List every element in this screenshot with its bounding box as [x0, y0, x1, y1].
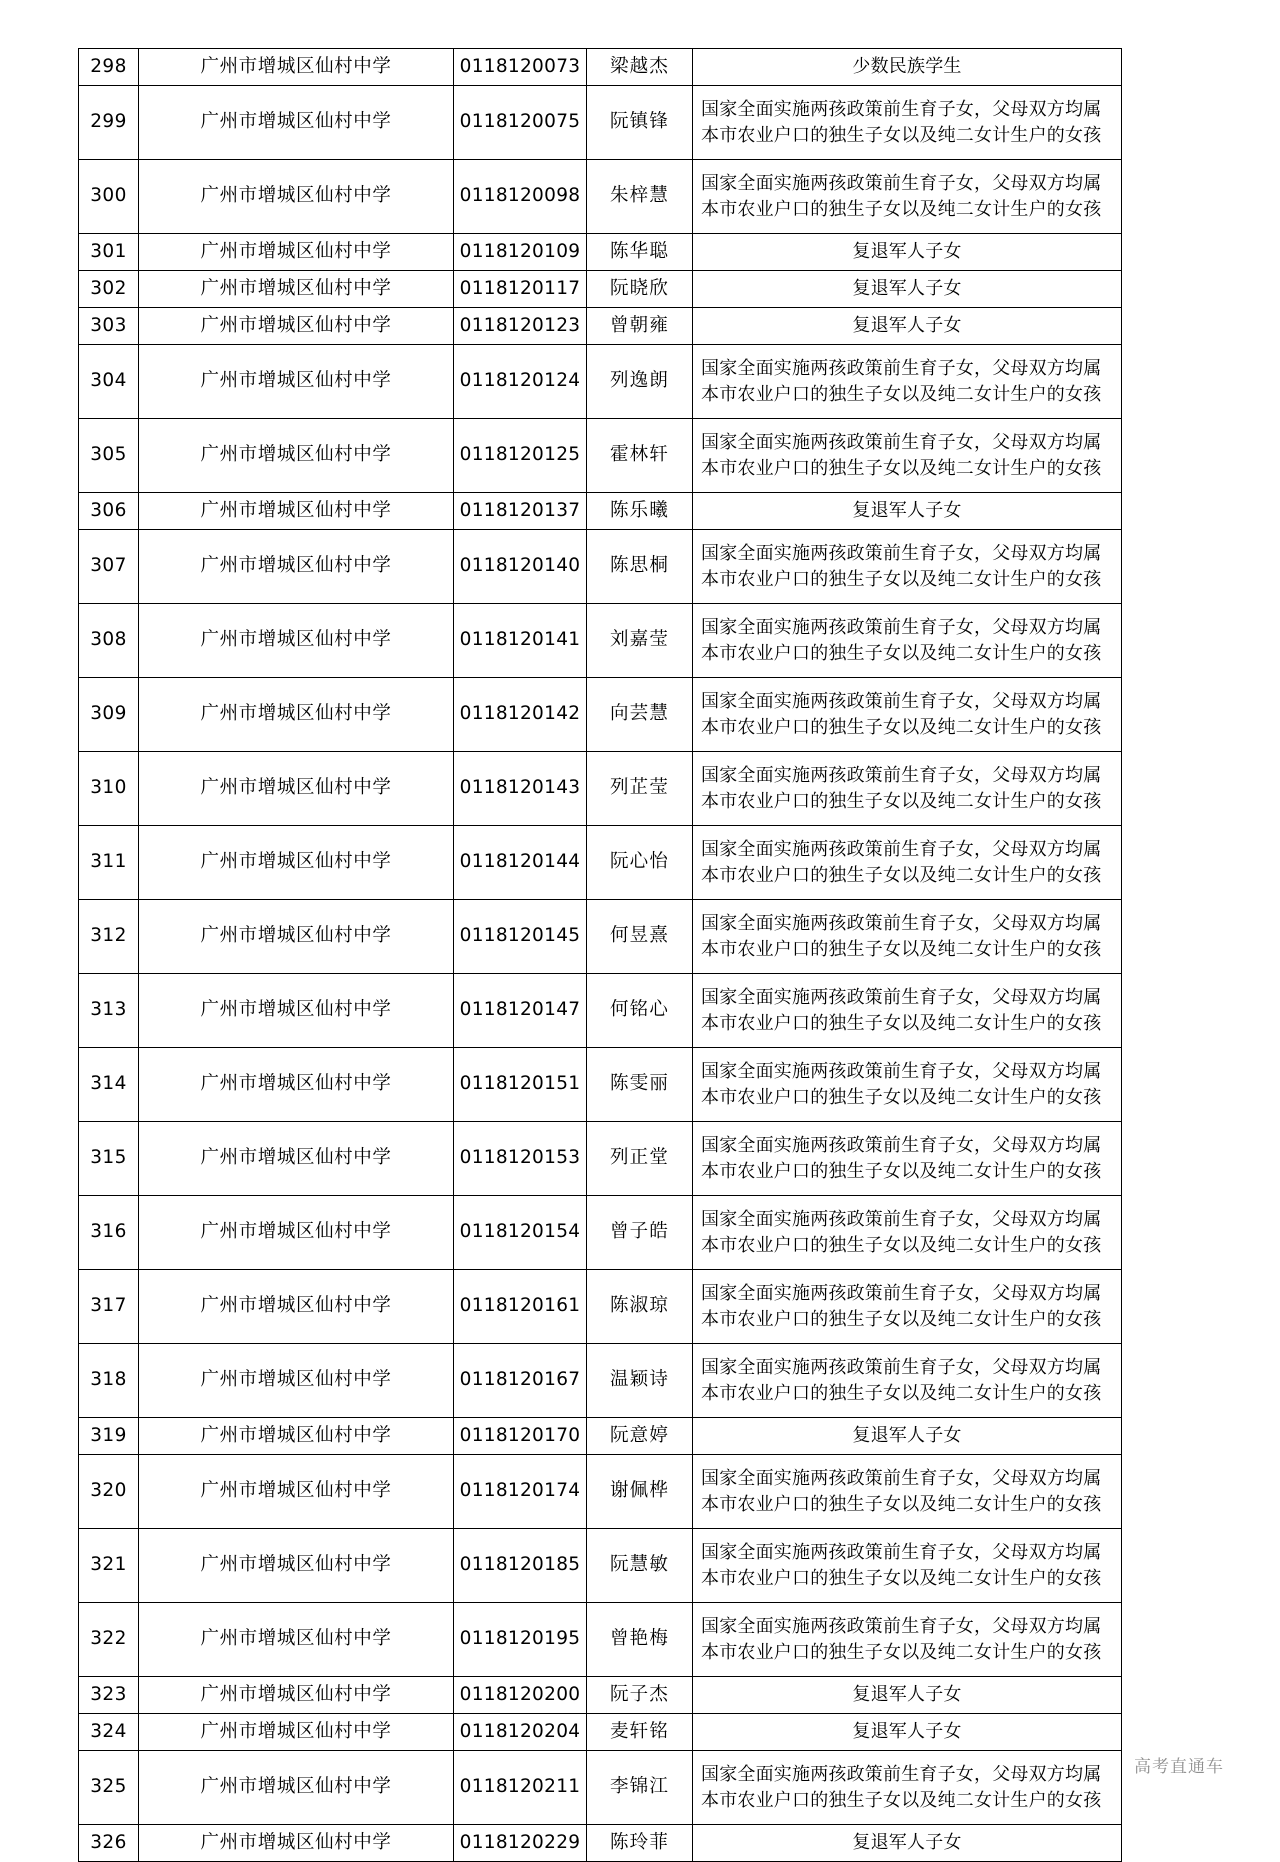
policy-text-line-1: 国家全面实施两孩政策前生育子女，父母双方均属: [701, 838, 1102, 860]
candidate-id-cell: 0118120229: [454, 1825, 587, 1862]
candidate-id-cell: 0118120153: [454, 1122, 587, 1196]
policy-category-cell: 复退军人子女: [693, 1825, 1122, 1862]
candidate-id-cell: 0118120141: [454, 604, 587, 678]
school-name-cell: 广州市增城区仙村中学: [139, 826, 454, 900]
policy-category-cell: [693, 1344, 1122, 1418]
policy-category-cell: 复退军人子女: [693, 308, 1122, 345]
policy-text-line-1: 国家全面实施两孩政策前生育子女，父母双方均属: [701, 1467, 1102, 1489]
table-row: [79, 1751, 1122, 1825]
candidate-name-cell: 陈华聪: [587, 234, 693, 271]
candidate-id-cell: 0118120137: [454, 493, 587, 530]
row-index-cell: 299: [79, 86, 139, 160]
school-name-cell: 广州市增城区仙村中学: [139, 1344, 454, 1418]
table-row: [79, 1714, 1122, 1751]
candidate-id-cell: 0118120140: [454, 530, 587, 604]
school-name-cell: 广州市增城区仙村中学: [139, 419, 454, 493]
school-name-cell: 广州市增城区仙村中学: [139, 160, 454, 234]
school-name-cell: 广州市增城区仙村中学: [139, 1196, 454, 1270]
school-name-cell: 广州市增城区仙村中学: [139, 1603, 454, 1677]
row-index-cell: 309: [79, 678, 139, 752]
table-row: [79, 900, 1122, 974]
policy-text-line-2: 本市农业户口的独生子女以及纯二女计生户的女孩: [701, 716, 1102, 738]
school-name-cell: 广州市增城区仙村中学: [139, 1270, 454, 1344]
candidate-name-cell: 陈思桐: [587, 530, 693, 604]
school-name-cell: 广州市增城区仙村中学: [139, 1677, 454, 1714]
school-name-cell: 广州市增城区仙村中学: [139, 345, 454, 419]
table-row: [79, 1048, 1122, 1122]
candidate-id-cell: 0118120144: [454, 826, 587, 900]
candidate-name-cell: 温颖诗: [587, 1344, 693, 1418]
school-name-cell: 广州市增城区仙村中学: [139, 530, 454, 604]
school-name-cell: 广州市增城区仙村中学: [139, 604, 454, 678]
school-name-cell: 广州市增城区仙村中学: [139, 1418, 454, 1455]
school-name-cell: 广州市增城区仙村中学: [139, 974, 454, 1048]
candidate-name-cell: 谢佩桦: [587, 1455, 693, 1529]
candidate-name-cell: 曾子皓: [587, 1196, 693, 1270]
row-index-cell: 322: [79, 1603, 139, 1677]
policy-text-line-1: 国家全面实施两孩政策前生育子女，父母双方均属: [701, 1615, 1102, 1637]
candidate-name-cell: 向芸慧: [587, 678, 693, 752]
table-row: [79, 308, 1122, 345]
policy-text-line-1: 国家全面实施两孩政策前生育子女，父母双方均属: [701, 1208, 1102, 1230]
candidate-id-cell: 0118120145: [454, 900, 587, 974]
candidate-id-cell: 0118120154: [454, 1196, 587, 1270]
policy-text-line-2: 本市农业户口的独生子女以及纯二女计生户的女孩: [701, 1234, 1102, 1256]
row-index-cell: 319: [79, 1418, 139, 1455]
school-name-cell: 广州市增城区仙村中学: [139, 86, 454, 160]
policy-text-line-1: 国家全面实施两孩政策前生育子女，父母双方均属: [701, 172, 1102, 194]
row-index-cell: 311: [79, 826, 139, 900]
policy-text-line-1: 国家全面实施两孩政策前生育子女，父母双方均属: [701, 1763, 1102, 1785]
policy-text-line-1: 国家全面实施两孩政策前生育子女，父母双方均属: [701, 1356, 1102, 1378]
school-name-cell: 广州市增城区仙村中学: [139, 678, 454, 752]
candidate-id-cell: 0118120142: [454, 678, 587, 752]
school-name-cell: 广州市增城区仙村中学: [139, 1529, 454, 1603]
roster-table: [78, 48, 1122, 1862]
candidate-name-cell: 曾艳梅: [587, 1603, 693, 1677]
table-row: [79, 1677, 1122, 1714]
table-row: [79, 271, 1122, 308]
row-index-cell: 312: [79, 900, 139, 974]
school-name-cell: 广州市增城区仙村中学: [139, 271, 454, 308]
school-name-cell: 广州市增城区仙村中学: [139, 234, 454, 271]
policy-text-line-2: 本市农业户口的独生子女以及纯二女计生户的女孩: [701, 1493, 1102, 1515]
table-row: [79, 604, 1122, 678]
policy-category-cell: [693, 1122, 1122, 1196]
table-row: [79, 419, 1122, 493]
table-row: [79, 1344, 1122, 1418]
table-row: [79, 1270, 1122, 1344]
policy-text-line-2: 本市农业户口的独生子女以及纯二女计生户的女孩: [701, 938, 1102, 960]
policy-text-line-1: 国家全面实施两孩政策前生育子女，父母双方均属: [701, 357, 1102, 379]
policy-category-cell: 复退军人子女: [693, 1714, 1122, 1751]
candidate-id-cell: 0118120124: [454, 345, 587, 419]
row-index-cell: 298: [79, 49, 139, 86]
candidate-name-cell: 列逸朗: [587, 345, 693, 419]
policy-text-line-2: 本市农业户口的独生子女以及纯二女计生户的女孩: [701, 864, 1102, 886]
row-index-cell: 317: [79, 1270, 139, 1344]
candidate-id-cell: 0118120109: [454, 234, 587, 271]
policy-text-line-2: 本市农业户口的独生子女以及纯二女计生户的女孩: [701, 1641, 1102, 1663]
candidate-name-cell: 阮慧敏: [587, 1529, 693, 1603]
school-name-cell: 广州市增城区仙村中学: [139, 1825, 454, 1862]
table-row: [79, 752, 1122, 826]
row-index-cell: 300: [79, 160, 139, 234]
table-row: [79, 1825, 1122, 1862]
policy-text-line-2: 本市农业户口的独生子女以及纯二女计生户的女孩: [701, 1308, 1102, 1330]
policy-text-line-1: 国家全面实施两孩政策前生育子女，父母双方均属: [701, 764, 1102, 786]
policy-category-cell: 少数民族学生: [693, 49, 1122, 86]
policy-category-cell: [693, 752, 1122, 826]
candidate-id-cell: 0118120123: [454, 308, 587, 345]
school-name-cell: 广州市增城区仙村中学: [139, 1714, 454, 1751]
candidate-name-cell: 阮镇锋: [587, 86, 693, 160]
table-row: [79, 530, 1122, 604]
candidate-id-cell: 0118120204: [454, 1714, 587, 1751]
school-name-cell: 广州市增城区仙村中学: [139, 900, 454, 974]
candidate-name-cell: 曾朝雍: [587, 308, 693, 345]
roster-table-body: [79, 49, 1122, 1862]
policy-category-cell: [693, 1751, 1122, 1825]
school-name-cell: 广州市增城区仙村中学: [139, 1751, 454, 1825]
candidate-id-cell: 0118120073: [454, 49, 587, 86]
policy-category-cell: [693, 1529, 1122, 1603]
row-index-cell: 318: [79, 1344, 139, 1418]
school-name-cell: 广州市增城区仙村中学: [139, 752, 454, 826]
policy-category-cell: [693, 1270, 1122, 1344]
policy-category-cell: [693, 160, 1122, 234]
policy-category-cell: [693, 86, 1122, 160]
policy-category-cell: 复退军人子女: [693, 234, 1122, 271]
policy-text-line-1: 国家全面实施两孩政策前生育子女，父母双方均属: [701, 912, 1102, 934]
candidate-name-cell: 阮晓欣: [587, 271, 693, 308]
row-index-cell: 315: [79, 1122, 139, 1196]
policy-text-line-1: 国家全面实施两孩政策前生育子女，父母双方均属: [701, 1282, 1102, 1304]
candidate-name-cell: 阮心怡: [587, 826, 693, 900]
policy-text-line-2: 本市农业户口的独生子女以及纯二女计生户的女孩: [701, 642, 1102, 664]
candidate-id-cell: 0118120200: [454, 1677, 587, 1714]
row-index-cell: 307: [79, 530, 139, 604]
policy-category-cell: [693, 974, 1122, 1048]
table-row: [79, 86, 1122, 160]
watermark-label: 高考直通车: [1134, 1757, 1224, 1777]
row-index-cell: 308: [79, 604, 139, 678]
row-index-cell: 325: [79, 1751, 139, 1825]
candidate-id-cell: 0118120117: [454, 271, 587, 308]
candidate-id-cell: 0118120161: [454, 1270, 587, 1344]
candidate-name-cell: 阮意婷: [587, 1418, 693, 1455]
school-name-cell: 广州市增城区仙村中学: [139, 1122, 454, 1196]
table-row: [79, 234, 1122, 271]
policy-category-cell: [693, 900, 1122, 974]
candidate-name-cell: 何铭心: [587, 974, 693, 1048]
policy-text-line-2: 本市农业户口的独生子女以及纯二女计生户的女孩: [701, 1012, 1102, 1034]
candidate-id-cell: 0118120075: [454, 86, 587, 160]
policy-category-cell: [693, 678, 1122, 752]
candidate-id-cell: 0118120143: [454, 752, 587, 826]
row-index-cell: 310: [79, 752, 139, 826]
table-row: [79, 493, 1122, 530]
row-index-cell: 313: [79, 974, 139, 1048]
table-row: [79, 974, 1122, 1048]
table-row: [79, 49, 1122, 86]
policy-category-cell: [693, 1603, 1122, 1677]
row-index-cell: 303: [79, 308, 139, 345]
candidate-name-cell: 陈淑琼: [587, 1270, 693, 1344]
policy-text-line-1: 国家全面实施两孩政策前生育子女，父母双方均属: [701, 690, 1102, 712]
policy-category-cell: 复退军人子女: [693, 1418, 1122, 1455]
table-row: [79, 160, 1122, 234]
table-row: [79, 1529, 1122, 1603]
policy-text-line-2: 本市农业户口的独生子女以及纯二女计生户的女孩: [701, 198, 1102, 220]
candidate-name-cell: 陈乐曦: [587, 493, 693, 530]
candidate-name-cell: 陈玲菲: [587, 1825, 693, 1862]
policy-text-line-2: 本市农业户口的独生子女以及纯二女计生户的女孩: [701, 1086, 1102, 1108]
table-row: [79, 678, 1122, 752]
policy-text-line-1: 国家全面实施两孩政策前生育子女，父母双方均属: [701, 1134, 1102, 1156]
table-row: [79, 826, 1122, 900]
table-row: [79, 1122, 1122, 1196]
policy-text-line-1: 国家全面实施两孩政策前生育子女，父母双方均属: [701, 542, 1102, 564]
row-index-cell: 316: [79, 1196, 139, 1270]
row-index-cell: 324: [79, 1714, 139, 1751]
policy-category-cell: [693, 345, 1122, 419]
policy-category-cell: 复退军人子女: [693, 493, 1122, 530]
school-name-cell: 广州市增城区仙村中学: [139, 49, 454, 86]
policy-category-cell: [693, 530, 1122, 604]
policy-text-line-2: 本市农业户口的独生子女以及纯二女计生户的女孩: [701, 1160, 1102, 1182]
candidate-id-cell: 0118120170: [454, 1418, 587, 1455]
policy-text-line-1: 国家全面实施两孩政策前生育子女，父母双方均属: [701, 1541, 1102, 1563]
row-index-cell: 305: [79, 419, 139, 493]
table-row: [79, 1418, 1122, 1455]
candidate-name-cell: 阮子杰: [587, 1677, 693, 1714]
row-index-cell: 320: [79, 1455, 139, 1529]
candidate-id-cell: 0118120195: [454, 1603, 587, 1677]
school-name-cell: 广州市增城区仙村中学: [139, 1455, 454, 1529]
policy-text-line-2: 本市农业户口的独生子女以及纯二女计生户的女孩: [701, 383, 1102, 405]
policy-category-cell: [693, 1455, 1122, 1529]
table-row: [79, 345, 1122, 419]
candidate-name-cell: 列芷莹: [587, 752, 693, 826]
candidate-id-cell: 0118120185: [454, 1529, 587, 1603]
policy-category-cell: [693, 604, 1122, 678]
policy-category-cell: [693, 826, 1122, 900]
school-name-cell: 广州市增城区仙村中学: [139, 1048, 454, 1122]
policy-text-line-1: 国家全面实施两孩政策前生育子女，父母双方均属: [701, 986, 1102, 1008]
row-index-cell: 321: [79, 1529, 139, 1603]
candidate-name-cell: 麦轩铭: [587, 1714, 693, 1751]
policy-text-line-2: 本市农业户口的独生子女以及纯二女计生户的女孩: [701, 1567, 1102, 1589]
policy-text-line-1: 国家全面实施两孩政策前生育子女，父母双方均属: [701, 616, 1102, 638]
policy-text-line-2: 本市农业户口的独生子女以及纯二女计生户的女孩: [701, 457, 1102, 479]
candidate-name-cell: 刘嘉莹: [587, 604, 693, 678]
row-index-cell: 326: [79, 1825, 139, 1862]
policy-text-line-1: 国家全面实施两孩政策前生育子女，父母双方均属: [701, 431, 1102, 453]
row-index-cell: 302: [79, 271, 139, 308]
policy-text-line-2: 本市农业户口的独生子女以及纯二女计生户的女孩: [701, 124, 1102, 146]
policy-text-line-2: 本市农业户口的独生子女以及纯二女计生户的女孩: [701, 1382, 1102, 1404]
row-index-cell: 306: [79, 493, 139, 530]
candidate-id-cell: 0118120211: [454, 1751, 587, 1825]
candidate-name-cell: 李锦江: [587, 1751, 693, 1825]
row-index-cell: 304: [79, 345, 139, 419]
candidate-id-cell: 0118120147: [454, 974, 587, 1048]
policy-category-cell: [693, 1048, 1122, 1122]
candidate-id-cell: 0118120098: [454, 160, 587, 234]
candidate-name-cell: 霍林轩: [587, 419, 693, 493]
row-index-cell: 301: [79, 234, 139, 271]
policy-text-line-2: 本市农业户口的独生子女以及纯二女计生户的女孩: [701, 568, 1102, 590]
candidate-name-cell: 何昱熹: [587, 900, 693, 974]
policy-category-cell: [693, 1196, 1122, 1270]
candidate-id-cell: 0118120125: [454, 419, 587, 493]
policy-text-line-2: 本市农业户口的独生子女以及纯二女计生户的女孩: [701, 1789, 1102, 1811]
candidate-id-cell: 0118120174: [454, 1455, 587, 1529]
candidate-id-cell: 0118120167: [454, 1344, 587, 1418]
school-name-cell: 广州市增城区仙村中学: [139, 308, 454, 345]
row-index-cell: 314: [79, 1048, 139, 1122]
candidate-id-cell: 0118120151: [454, 1048, 587, 1122]
policy-text-line-1: 国家全面实施两孩政策前生育子女，父母双方均属: [701, 1060, 1102, 1082]
candidate-name-cell: 朱梓慧: [587, 160, 693, 234]
row-index-cell: 323: [79, 1677, 139, 1714]
table-row: [79, 1196, 1122, 1270]
policy-text-line-1: 国家全面实施两孩政策前生育子女，父母双方均属: [701, 98, 1102, 120]
school-name-cell: 广州市增城区仙村中学: [139, 493, 454, 530]
policy-text-line-2: 本市农业户口的独生子女以及纯二女计生户的女孩: [701, 790, 1102, 812]
candidate-name-cell: 列正堂: [587, 1122, 693, 1196]
policy-category-cell: [693, 419, 1122, 493]
policy-category-cell: 复退军人子女: [693, 271, 1122, 308]
candidate-name-cell: 梁越杰: [587, 49, 693, 86]
candidate-name-cell: 陈雯丽: [587, 1048, 693, 1122]
policy-category-cell: 复退军人子女: [693, 1677, 1122, 1714]
table-row: [79, 1455, 1122, 1529]
table-row: [79, 1603, 1122, 1677]
roster-table-container: [78, 48, 1121, 1862]
